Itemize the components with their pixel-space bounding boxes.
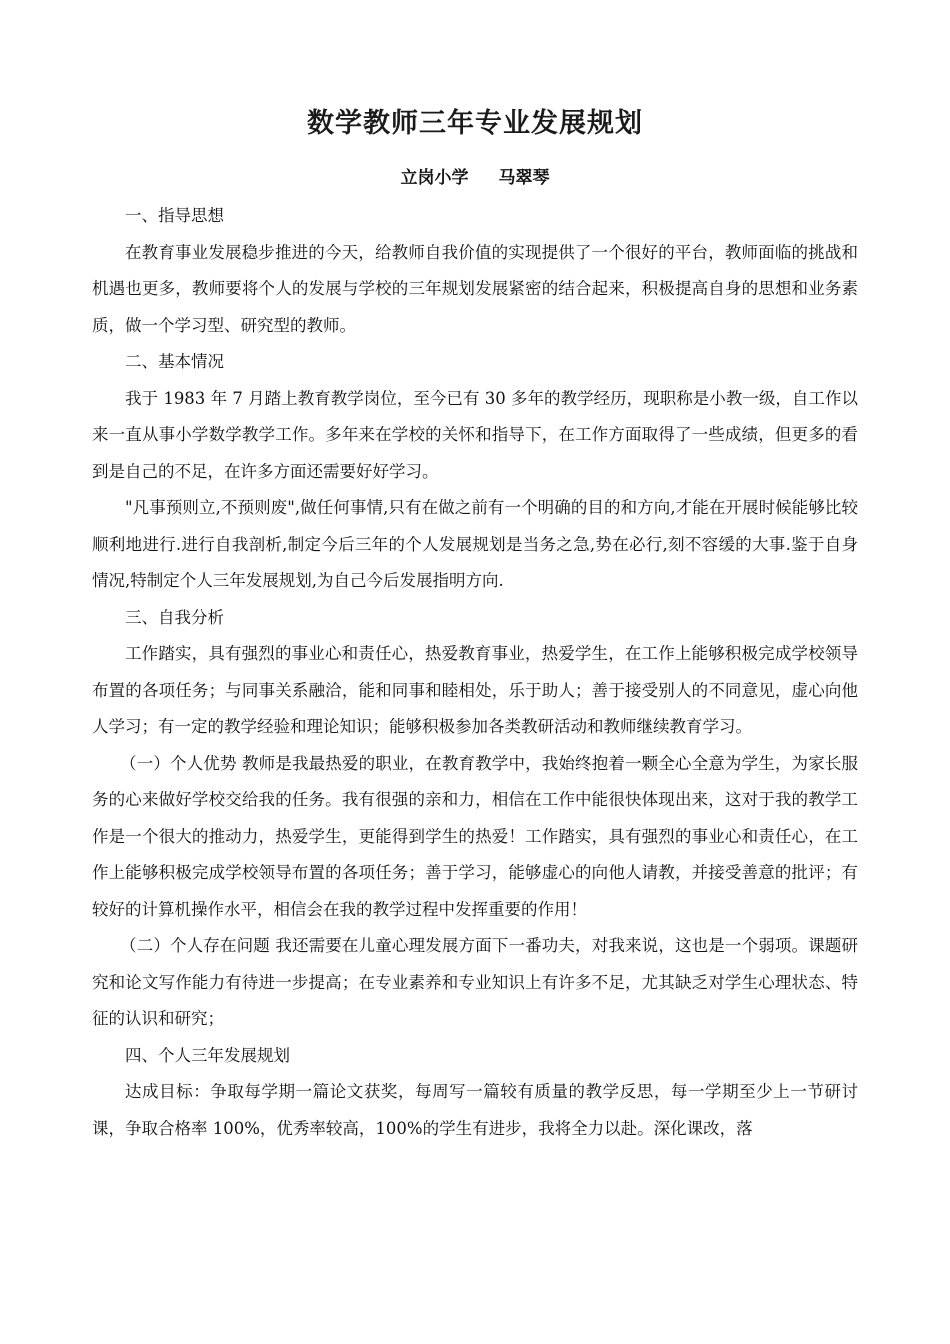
section-heading: 一、指导思想: [125, 206, 224, 225]
section-heading: 二、基本情况: [125, 352, 224, 371]
paragraph: 达成目标：争取每学期一篇论文获奖，每周写一篇较有质量的教学反思，每一学期至少上一节研讨课，争取合格率 100%，优秀率较高，100%的学生有进步，我将全力以赴。深化课改，落: [92, 1082, 858, 1138]
byline: [0, 164, 950, 192]
subsection-paragraph: （一）个人优势 教师是我最热爱的职业，在教育教学中，我始终抱着一颗全心全意为学生，为家长服务的心来做好学校交给我的任务。我有很强的亲和力，相信在工作中能很快体现出来，这对于我的教学工作是一个很大的推动力，热爱学生，更能得到学生的热爱！工作踏实，具有强烈的事业心和责任心，在工作上能够积极完成学校领导布置的各项任务；善于学习，能够虚心的向他人请教，并接受善意的批评；有较好的计算机操作水平，相信会在我的教学过程中发挥重要的作用！: [92, 753, 858, 919]
section-heading: 四、个人三年发展规划: [125, 1045, 290, 1065]
subsection-paragraph: （二）个人存在问题 我还需要在儿童心理发展方面下一番功夫，对我来说，这也是一个弱项。课题研究和论文写作能力有待进一步提高；在专业素养和专业知识上有许多不足，尤其缺乏对学生心理状态、特征的认识和研究；: [92, 936, 858, 1028]
paragraph: 我于 1983 年 7 月踏上教育教学岗位，至今已有 30 多年的教学经历，现职称是小教一级，自工作以来一直从事小学数学教学工作。多年来在学校的关怀和指导下，在工作方面取得了一些成绩，但更多的看到是自己的不足，在许多方面还需要好好学习。: [92, 388, 858, 481]
document-body: [92, 198, 858, 1147]
section-heading: 三、自我分析: [125, 607, 224, 627]
school-name: 立岗小学: [400, 168, 469, 188]
paragraph: 在教育事业发展稳步推进的今天，给教师自我价值的实现提供了一个很好的平台，教师面临的挑战和机遇也更多，教师要将个人的发展与学校的三年规划发展紧密的结合起来，积极提高自身的思想和业务素质，做一个学习型、研究型的教师。: [92, 242, 858, 335]
document-title: 数学教师三年专业发展规划: [307, 108, 643, 139]
author-name: 马翠琴: [498, 168, 550, 188]
paragraph: "凡事预则立,不预则废",做任何事情,只有在做之前有一个明确的目的和方向,才能在开展时候能够比较顺利地进行.进行自我剖析,制定今后三年的个人发展规划是当务之急,势在必行,刻不容缓的大事.鉴于自身情况,特制定个人三年发展规划,为自己今后发展指明方向.: [92, 498, 858, 590]
paragraph: 工作踏实，具有强烈的事业心和责任心，热爱教育事业，热爱学生，在工作上能够积极完成学校领导布置的各项任务；与同事关系融洽，能和同事和睦相处，乐于助人；善于接受别人的不同意见，虚心向他人学习；有一定的教学经验和理论知识；能够积极参加各类教研活动和教师继续教育学习。: [92, 644, 858, 736]
